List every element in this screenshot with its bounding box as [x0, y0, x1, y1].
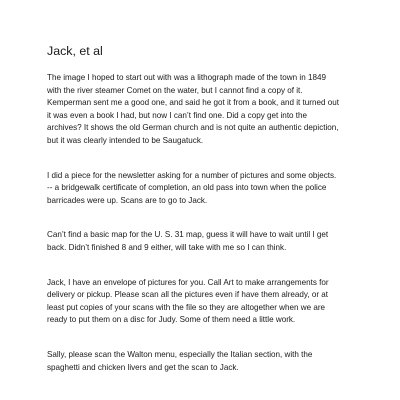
- paragraph-line: back. Didn’t finished 8 and 9 either, will take with me so I can think.: [47, 242, 287, 252]
- paragraph-line: Jack, I have an envelope of pictures for you. Call Art to make arrangements for: [47, 277, 329, 287]
- paragraph-spacer: [47, 255, 387, 277]
- paragraph-spacer: [47, 207, 387, 229]
- paragraph-line: Can’t find a basic map for the U. S. 31 map, guess it will have to wait until I get: [47, 230, 329, 240]
- document-title: Jack, et al: [47, 44, 103, 58]
- paragraph-line: barricades were up. Scans are to go to Jack.: [47, 195, 208, 205]
- paragraph-envelope: [47, 277, 387, 327]
- paragraph-line: I did a piece for the newsletter asking for a number of pictures and some objects.: [47, 170, 337, 180]
- paragraph-spacer: [47, 327, 387, 349]
- paragraph-line: -- a bridgewalk certificate of completion, an old pass into town when the police: [47, 183, 327, 193]
- paragraph-line: but it was clearly intended to be Saugatuck.: [47, 135, 204, 145]
- paragraph-line: ready to put them on a disc for Judy. Some of them need a little work.: [47, 315, 296, 325]
- paragraph-spacer: [47, 148, 387, 170]
- paragraph-newsletter: [47, 170, 387, 183]
- paragraph-bridgewalk: [47, 182, 387, 207]
- paragraph-line: it was even a book I had, but now I can’t find one. Did a copy get into the: [47, 110, 308, 120]
- paragraph-map: [47, 229, 387, 254]
- paragraph-walton-menu: [47, 349, 387, 374]
- paragraph-line: spaghetti and chicken livers and get the scan to Jack.: [47, 362, 239, 372]
- paragraph-line: least put copies of your scans with the file so they are altogether when we are: [47, 302, 326, 312]
- paragraph-line: Kemperman sent me a good one, and said he got it from a book, and it turned out: [47, 98, 340, 108]
- document-body: [47, 44, 387, 374]
- paragraph-line: delivery or pickup. Please scan all the pictures even if have them already, or at: [47, 290, 329, 300]
- paragraph-line: with the river steamer Comet on the water, but I cannot find a copy of it.: [47, 85, 303, 95]
- paragraph-line: Sally, please scan the Walton menu, especially the Italian section, with the: [47, 349, 313, 359]
- paragraph-line: archives? It shows the old German church and is not quite an authentic depiction,: [47, 123, 339, 133]
- paragraph-line: The image I hoped to start out with was a lithograph made of the town in 1849: [47, 73, 326, 82]
- paragraph-lithograph: [47, 72, 387, 148]
